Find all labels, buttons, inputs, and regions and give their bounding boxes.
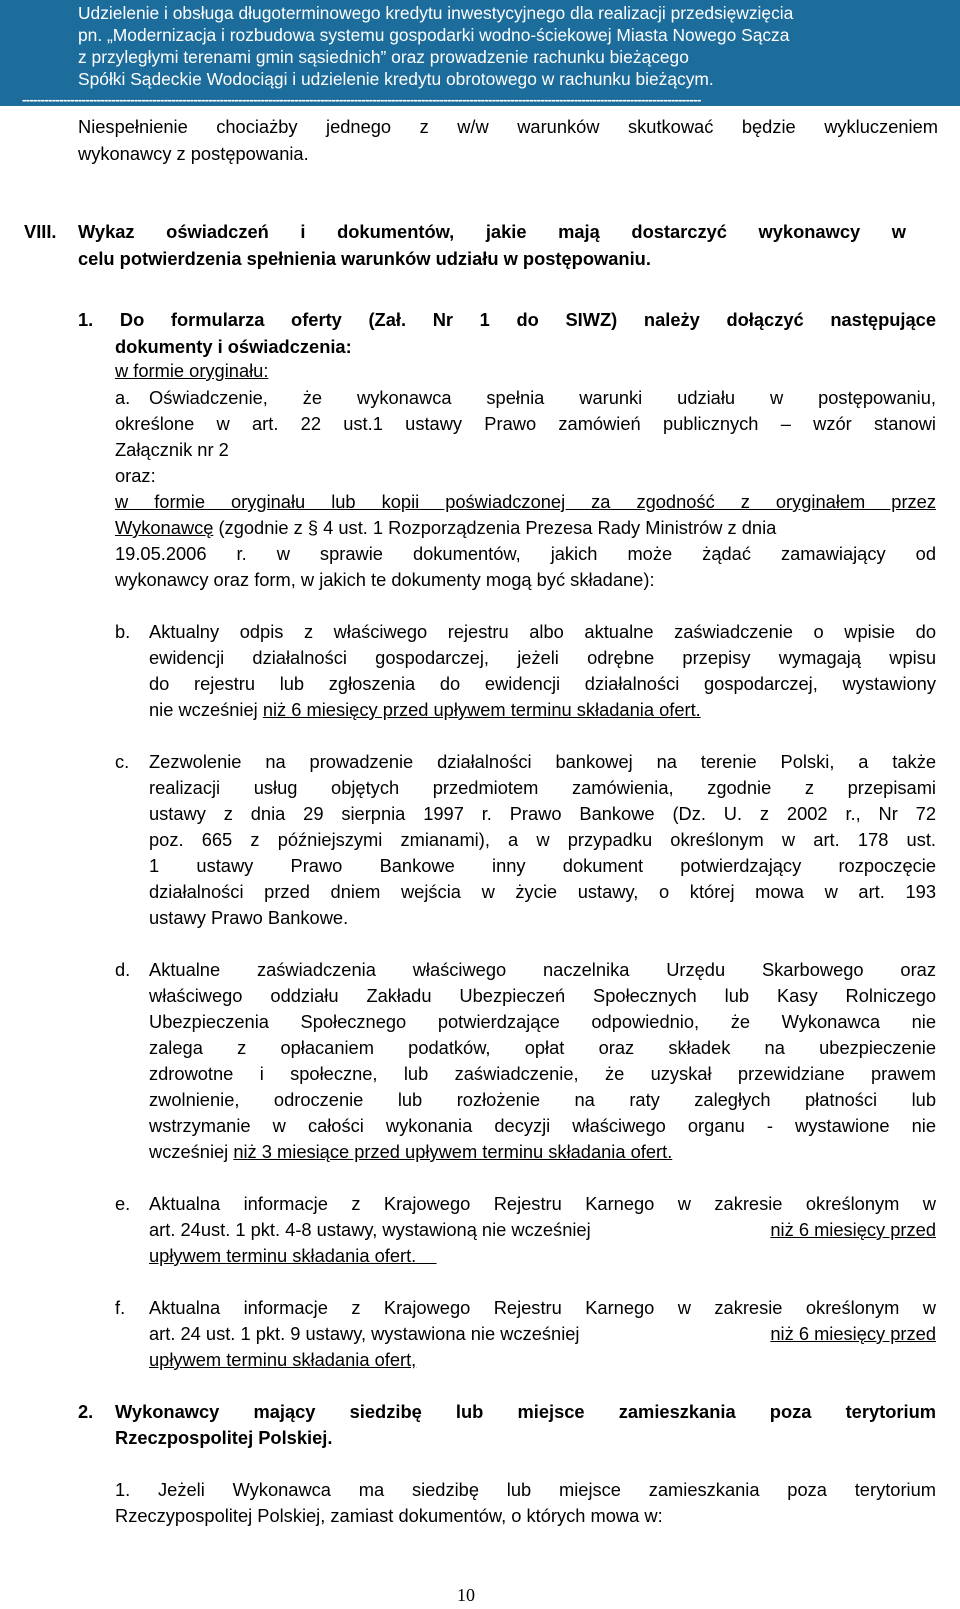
- item-d-line-6: zwolnienie, odroczenie lub rozłożenie na raty zaległych płatności lub: [149, 1089, 936, 1110]
- point1-line-2: dokumenty i oświadczenia:: [115, 336, 352, 357]
- item-b-line-2: ewidencji działalności gospodarczej, jeżeli odrębne przepisy wymagają wpisu: [149, 647, 936, 668]
- item-a-line-1: Oświadczenie, że wykonawca spełnia warunki udziału w postępowaniu,: [149, 387, 936, 408]
- section-title-line-1: Wykaz oświadczeń i dokumentów, jakie mają dostarczyć wykonawcy w: [78, 221, 906, 242]
- item-d-deadline: niż 3 miesiące przed upływem terminu składania ofert.: [233, 1141, 673, 1162]
- original-form-label: w formie oryginału:: [115, 360, 269, 381]
- item-b-line-3: do rejestru lub zgłoszenia do ewidencji działalności gospodarczej, wystawiony: [149, 673, 936, 694]
- item-c-line-6: działalności przed dniem wejścia w życie ustawy, o której mowa w art. 193: [149, 881, 936, 902]
- document-header: [0, 0, 960, 106]
- copy-form-label-end: Wykonawcę: [115, 517, 214, 538]
- point2-1-line-1: 1. Jeżeli Wykonawca ma siedzibę lub miejsce zamieszkania poza terytorium: [115, 1479, 936, 1500]
- item-b-letter: b.: [115, 621, 131, 642]
- item-d-line-8: [149, 1141, 672, 1163]
- item-a-line-6: [115, 517, 776, 539]
- item-c-line-7: ustawy Prawo Bankowe.: [149, 907, 349, 928]
- header-line-3: z przyległymi terenami gmin sąsiednich” oraz prowadzenie rachunku bieżącego: [78, 47, 689, 67]
- item-a-line-7: 19.05.2006 r. w sprawie dokumentów, jakich może żądać zamawiający od: [115, 543, 936, 564]
- intro-line-1: Niespełnienie chociażby jednego z w/w warunków skutkować będzie wykluczeniem: [78, 116, 938, 137]
- item-d-line-8-plain: wcześniej: [149, 1141, 234, 1162]
- item-f-line-2-plain: art. 24 ust. 1 pkt. 9 ustawy, wystawiona nie wcześniej: [149, 1323, 580, 1344]
- item-f-line-2: [149, 1323, 936, 1345]
- item-b-line-1: Aktualny odpis z właściwego rejestru albo aktualne zaświadczenie o wpisie do: [149, 621, 936, 642]
- item-d-line-2: właściwego oddziału Zakładu Ubezpieczeń Społecznych lub Kasy Rolniczego: [149, 985, 936, 1006]
- header-line-4: Spółki Sądeckie Wodociągi i udzielenie kredytu obrotowego w rachunku bieżącym.: [78, 69, 714, 89]
- item-e-deadline-end: upływem terminu składania ofert.: [149, 1245, 437, 1266]
- header-line-1: Udzielenie i obsługa długoterminowego kredytu inwestycyjnego dla realizacji przedsięwzięcia: [78, 3, 794, 23]
- item-b-deadline: niż 6 miesięcy przed upływem terminu składania ofert.: [262, 699, 701, 720]
- item-d-line-5: zdrowotne i społeczne, lub zaświadczenie, że uzyskał przewidziane prawem: [149, 1063, 936, 1084]
- section-number: VIII.: [24, 221, 57, 242]
- item-a-line-8: wykonawcy oraz form, w jakich te dokumenty mogą być składane):: [115, 569, 655, 590]
- item-d-line-3: Ubezpieczenia Społecznego potwierdzające odpowiednio, że Wykonawca nie: [149, 1011, 936, 1032]
- item-e-line-1: Aktualna informacje z Krajowego Rejestru Karnego w zakresie określonym w: [149, 1193, 936, 1214]
- item-e-letter: e.: [115, 1193, 131, 1214]
- item-c-letter: c.: [115, 751, 130, 772]
- item-f-deadline-end: upływem terminu składania ofert,: [149, 1349, 417, 1370]
- header-separator: --------------------------------------------------------------------------------------------------------------------------------------------------------------------------------------: [22, 94, 701, 106]
- item-d-line-7: wstrzymanie w całości wykonania decyzji właściwego organu - wystawione nie: [149, 1115, 936, 1136]
- item-e-deadline-start: niż 6 miesięcy przed: [770, 1219, 936, 1240]
- item-a-line-6-rest: (zgodnie z § 4 ust. 1 Rozporządzenia Prezesa Rady Ministrów z dnia: [213, 517, 777, 538]
- item-e-line-2: [149, 1219, 936, 1241]
- item-a-line-3: Załącznik nr 2: [115, 439, 229, 460]
- item-d-line-4: zalega z opłacaniem podatków, opłat oraz składek na ubezpieczenie: [149, 1037, 936, 1058]
- item-c-line-1: Zezwolenie na prowadzenie działalności bankowej na terenie Polski, a także: [149, 751, 936, 772]
- item-c-line-2: realizacji usług objętych przedmiotem zamówienia, zgodnie z przepisami: [149, 777, 936, 798]
- point1-line-1: 1. Do formularza oferty (Zał. Nr 1 do SIWZ) należy dołączyć następujące: [78, 309, 936, 330]
- page-number: 10: [457, 1585, 475, 1605]
- item-e-line-2-plain: art. 24ust. 1 pkt. 4-8 ustawy, wystawioną nie wcześniej: [149, 1219, 591, 1240]
- point2-1-line-2: Rzeczypospolitej Polskiej, zamiast dokumentów, o których mowa w:: [115, 1505, 663, 1526]
- point2-line-1: Wykonawcy mający siedzibę lub miejsce zamieszkania poza terytorium: [115, 1401, 936, 1422]
- item-a-line-2: określone w art. 22 ust.1 ustawy Prawo zamówień publicznych – wzór stanowi: [115, 413, 936, 434]
- header-line-2: pn. „Modernizacja i rozbudowa systemu gospodarki wodno-ściekowej Miasta Nowego Sącza: [78, 25, 790, 45]
- section-title-line-2: celu potwierdzenia spełnienia warunków udziału w postępowaniu.: [78, 248, 651, 269]
- item-f-line-1: Aktualna informacje z Krajowego Rejestru Karnego w zakresie określonym w: [149, 1297, 936, 1318]
- item-b-line-4-plain: nie wcześniej: [149, 699, 263, 720]
- item-a-line-4: oraz:: [115, 465, 156, 486]
- item-f-letter: f.: [115, 1297, 126, 1318]
- item-c-line-5: 1 ustawy Prawo Bankowe inny dokument potwierdzający rozpoczęcie: [149, 855, 936, 876]
- intro-line-2: wykonawcy z postępowania.: [78, 143, 309, 164]
- item-d-letter: d.: [115, 959, 131, 980]
- point2-number: 2.: [78, 1401, 94, 1422]
- point2-line-2: Rzeczpospolitej Polskiej.: [115, 1427, 333, 1448]
- item-d-line-1: Aktualne zaświadczenia właściwego naczelnika Urzędu Skarbowego oraz: [149, 959, 936, 980]
- item-c-line-4: poz. 665 z późniejszymi zmianami), a w przypadku określonym w art. 178 ust.: [149, 829, 936, 850]
- copy-form-label: w formie oryginału lub kopii poświadczonej za zgodność z oryginałem przez: [115, 491, 936, 512]
- item-c-line-3: ustawy z dnia 29 sierpnia 1997 r. Prawo Bankowe (Dz. U. z 2002 r., Nr 72: [149, 803, 936, 824]
- item-a-letter: a.: [115, 387, 131, 408]
- item-b-line-4: [149, 699, 701, 721]
- item-f-deadline-start: niż 6 miesięcy przed: [770, 1323, 936, 1344]
